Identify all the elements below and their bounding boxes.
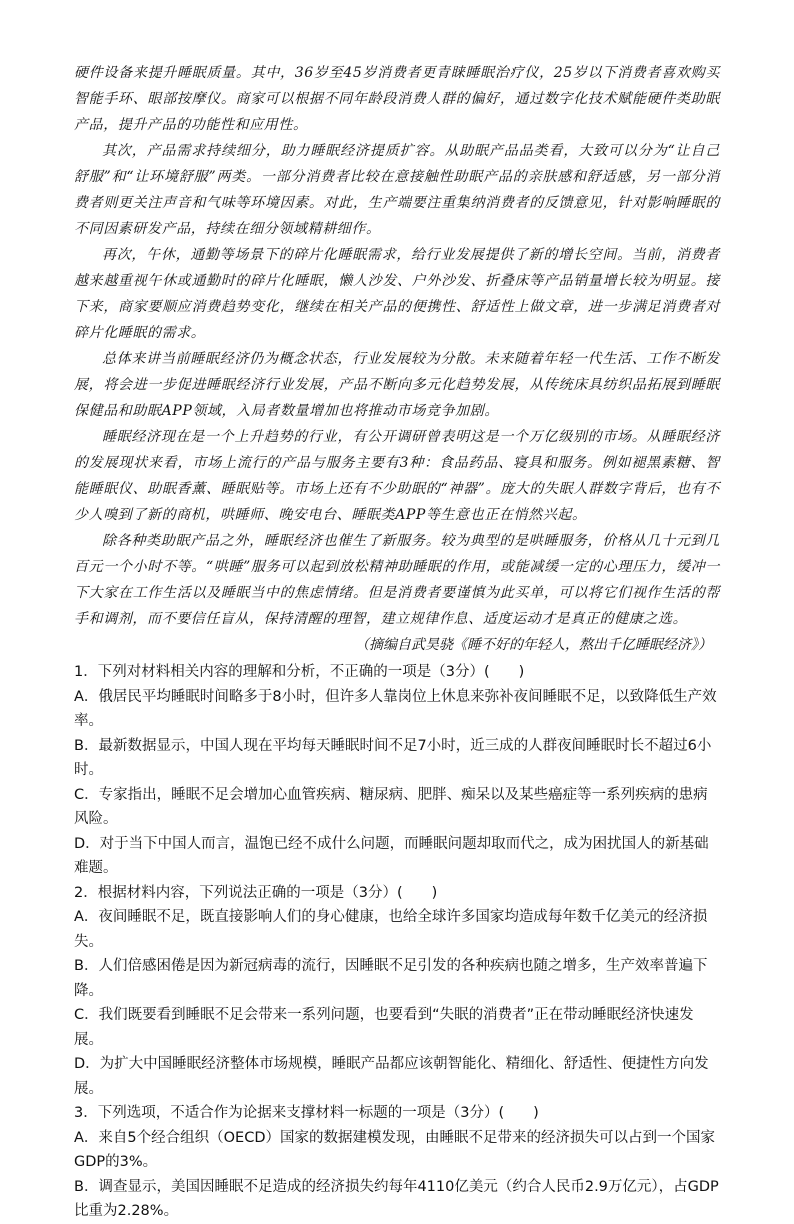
passage-paragraph: 睡眠经济现在是一个上升趋势的行业，有公开调研曾表明这是一个万亿级别的市场。从睡眠经济的发展现状来看，市场上流行的产品与服务主要有3种：食品药品、寝具和服务。例如褪黑素糖、智能睡眠仪、助眠香薰、睡眠贴等。市场上还有不少助眠的“神器”。庞大的失眠人群数字背后，也有不少人嗅到了新的商机，哄睡师、晚安电台、睡眠类APP等生意也正在悄然兴起。 (74, 429, 720, 523)
option-b: B．人们倍感困倦是因为新冠病毒的流行，因睡眠不足引发的各种疾病也随之增多，生产效率普遍下降。 (74, 958, 708, 999)
option-a: A．夜间睡眠不足，既直接影响人们的身心健康，也给全球许多国家均造成每年数千亿美元的经济损失。 (74, 909, 708, 950)
question-stem: 1．下列对材料相关内容的理解和分析，不正确的一项是（3分）( ) (74, 664, 525, 680)
passage (74, 60, 720, 658)
option-b: B．最新数据显示，中国人现在平均每天睡眠时间不足7小时，近三成的人群夜间睡眠时长不超过6小时。 (74, 737, 712, 778)
source-citation: （摘编自武昊骁《睡不好的年轻人，熬出千亿睡眠经济》） (355, 637, 712, 653)
option-b: B．调查显示，美国因睡眠不足造成的经济损失约每年4110亿美元（约合人民币2.9万亿元），占GDP比重为2.28%。 (74, 1178, 719, 1219)
question-2 (74, 881, 720, 1102)
passage-paragraph: 总体来讲当前睡眠经济仍为概念状态，行业发展较为分散。未来随着年轻一代生活、工作不断发展，将会进一步促进睡眠经济行业发展，产品不断向多元化趋势发展，从传统床具纺织品拓展到睡眠保健品和助眠APP领域，入局者数量增加也将推动市场竞争加剧。 (74, 351, 720, 419)
passage-paragraph: 硬件设备来提升睡眠质量。其中，36岁至45岁消费者更青睐睡眠治疗仪，25岁以下消费者喜欢购买智能手环、眼部按摩仪。商家可以根据不同年龄段消费人群的偏好，通过数字化技术赋能硬件类助眠产品，提升产品的功能性和应用性。 (74, 65, 720, 133)
question-1 (74, 660, 720, 881)
option-a: A．来自5个经合组织（OECD）国家的数据建模发现，由睡眠不足带来的经济损失可以占到一个国家GDP的3%。 (74, 1129, 716, 1170)
option-c: C．我们既要看到睡眠不足会带来一系列问题，也要看到“失眠的消费者”正在带动睡眠经济快速发展。 (74, 1007, 694, 1048)
option-d: D．对于当下中国人而言，温饱已经不成什么问题，而睡眠问题却取而代之，成为困扰国人的新基础难题。 (74, 835, 709, 876)
passage-paragraph: 除各种类助眠产品之外，睡眠经济也催生了新服务。较为典型的是哄睡服务，价格从几十元到几百元一个小时不等。“哄睡”服务可以起到放松精神助睡眠的作用，或能减缓一定的心理压力，缓冲一下大家在工作生活以及睡眠当中的焦虑情绪。但是消费者要谨慎为此买单，可以将它们视作生活的帮手和调剂，而不要信任盲从，保持清醒的理智，建立规律作息、适度运动才是真正的健康之选。 (74, 533, 720, 627)
passage-paragraph: 其次，产品需求持续细分，助力睡眠经济提质扩容。从助眠产品品类看，大致可以分为“让自己舒服”和“让环境舒服”两类。一部分消费者比较在意接触性助眠产品的亲肤感和舒适感，另一部分消费者则更关注声音和气味等环境因素。对此，生产端要注重集纳消费者的反馈意见，针对影响睡眠的不同因素研发产品，持续在细分领域精耕细作。 (74, 143, 720, 237)
question-stem: 2．根据材料内容，下列说法正确的一项是（3分）( ) (74, 884, 438, 901)
option-a: A．俄居民平均睡眠时间略多于8小时，但许多人靠岗位上休息来弥补夜间睡眠不足，以致降低生产效率。 (74, 688, 717, 729)
option-c: C．专家指出，睡眠不足会增加心血管疾病、糖尿病、肥胖、痴呆以及某些癌症等一系列疾病的患病风险。 (74, 786, 708, 827)
passage-paragraph: 再次，午休，通勤等场景下的碎片化睡眠需求，给行业发展提供了新的增长空间。当前，消费者越来越重视午休或通勤时的碎片化睡眠，懒人沙发、户外沙发、折叠床等产品销量增长较为明显。接下来，商家要顺应消费趋势变化，继续在相关产品的便携性、舒适性上做文章，进一步满足消费者对碎片化睡眠的需求。 (74, 247, 720, 341)
question-3 (74, 1101, 720, 1224)
question-stem: 3．下列选项，不适合作为论据来支撑材料一标题的一项是（3分）( ) (74, 1105, 539, 1121)
option-d: D．为扩大中国睡眠经济整体市场规模，睡眠产品都应该朝智能化、精细化、舒适性、便捷性方向发展。 (74, 1056, 709, 1097)
